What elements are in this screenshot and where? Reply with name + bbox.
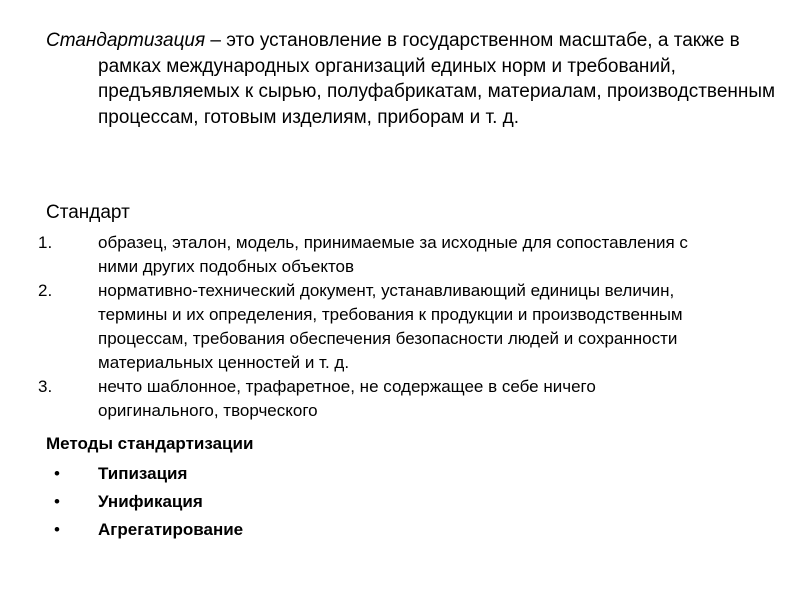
standard-definitions-list [0,231,760,423]
list-item [0,518,243,546]
definition-text: – это установление в государственном масштабе, а также в рамках международных организаций единых норм и требований, предъявляемых к сырью, полуфабрикатам, материалам, производственным процессам, готовым изделиям, приборам и т. д. [98,30,776,128]
list-item [0,375,718,423]
list-item-number: 2. [38,281,53,300]
list-item-text: Типизация [98,464,188,483]
list-item-text: нечто шаблонное, трафаретное, не содержащее в себе ничего оригинального, творческого [98,377,596,420]
list-item-text: Агрегатирование [98,520,244,539]
list-item-number: 1. [38,233,53,252]
list-item-text: образец, эталон, модель, принимаемые за исходные для сопоставления с ними других подобных объектов [98,233,688,276]
list-item [0,279,718,375]
definition-term: Стандартизация [46,30,206,51]
list-item [0,231,718,279]
bullet-icon: • [54,492,60,511]
bullet-icon: • [54,520,60,539]
bullet-icon: • [54,464,60,483]
definition-paragraph [46,28,778,130]
methods-list [0,462,243,546]
list-item-number: 3. [38,377,53,396]
list-item-text: нормативно-технический документ, устанавливающий единицы величин, термины и их определения, требования к продукции и производственным процессам, требования обеспечения безопасности людей и сохранности материальных ценностей и т. д. [98,281,683,372]
list-item-text: Унификация [98,492,203,511]
standard-heading: Стандарт [46,202,130,223]
list-item [0,490,243,518]
list-item [0,462,243,490]
methods-heading: Методы стандартизации [46,434,254,453]
